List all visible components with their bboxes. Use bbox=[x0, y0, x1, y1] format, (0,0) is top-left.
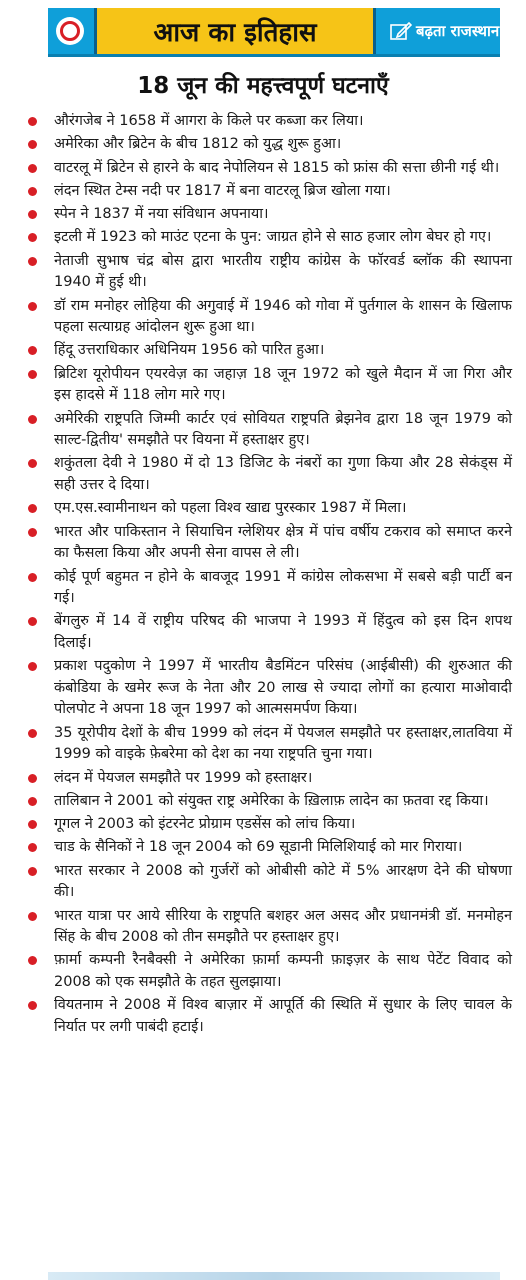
bullet-icon bbox=[28, 774, 37, 783]
bullet-icon bbox=[28, 117, 37, 126]
bullet-icon bbox=[28, 257, 37, 266]
event-text: कोई पूर्ण बहुमत न होने के बावजूद 1991 में कांग्रेस लोकसभा में सबसे बड़ी पार्टी बन गई। bbox=[54, 568, 512, 607]
page-title: आज का इतिहास bbox=[153, 18, 317, 48]
event-text: गूगल ने 2003 को इंटरनेट प्रोग्राम एडसेंस को लांच किया। bbox=[54, 816, 356, 833]
event-item bbox=[0, 409, 526, 452]
event-item bbox=[0, 567, 526, 610]
event-text: इटली में 1923 को माउंट एटना के पुन: जाग्रत होने से साठ हजार लोग बेघर हो गए। bbox=[54, 229, 492, 246]
event-text: नेताजी सुभाष चंद्र बोस द्वारा भारतीय राष्ट्रीय कांग्रेस के फॉरवर्ड ब्लॉक की स्थापना 1940 में हुई थी। bbox=[54, 252, 512, 291]
bullet-icon bbox=[28, 1001, 37, 1010]
event-item bbox=[0, 656, 526, 721]
bullet-icon bbox=[28, 843, 37, 852]
bullet-icon bbox=[28, 573, 37, 582]
event-text: अमेरिका और ब्रिटेन के बीच 1812 को युद्ध शुरू हुआ। bbox=[54, 136, 342, 153]
event-item bbox=[0, 296, 526, 339]
event-item bbox=[0, 251, 526, 294]
event-item bbox=[0, 364, 526, 407]
bullet-icon bbox=[28, 187, 37, 196]
event-text: डॉ राम मनोहर लोहिया की अगुवाई में 1946 को गोवा में पुर्तगाल के शासन के खिलाफ पहला सत्याग्रह आंदोलन शुरू हुआ था। bbox=[54, 297, 512, 336]
bullet-icon bbox=[28, 415, 37, 424]
event-item bbox=[0, 204, 526, 226]
bullet-icon bbox=[28, 370, 37, 379]
event-list bbox=[0, 111, 526, 1040]
event-item bbox=[0, 814, 526, 836]
bullet-icon bbox=[28, 820, 37, 829]
event-item bbox=[0, 498, 526, 520]
event-text: भारत यात्रा पर आये सीरिया के राष्ट्रपति बशहर अल असद और प्रधानमंत्री डॉ. मनमोहन सिंह के बीच 2008 को तीन समझौते पर हस्ताक्षर हुए। bbox=[54, 907, 512, 946]
event-text: फ़ार्मा कम्पनी रैनबैक्सी ने अमेरिका फ़ार्मा कम्पनी फ़ाइज़र के साथ पेटेंट विवाद को 2008 को एक समझौते के तहत सुलझाया। bbox=[54, 952, 512, 991]
pen-icon bbox=[390, 21, 412, 41]
event-item bbox=[0, 340, 526, 362]
event-item bbox=[0, 723, 526, 766]
bullet-icon bbox=[28, 164, 37, 173]
bullet-icon bbox=[28, 528, 37, 537]
event-text: एम.एस.स्वामीनाथन को पहला विश्व खाद्य पुरस्कार 1987 में मिला। bbox=[54, 500, 407, 517]
event-text: चाड के सैनिकों ने 18 जून 2004 को 69 सूडानी मिलिशियाई को मार गिराया। bbox=[54, 839, 463, 856]
event-text: वियतनाम ने 2008 में विश्व बाज़ार में आपूर्ति की स्थिति में सुधार के लिए चावल के निर्यात पर लगी पाबंदी हटाई। bbox=[54, 997, 512, 1035]
event-item bbox=[0, 611, 526, 654]
event-item bbox=[0, 111, 526, 133]
event-text: ब्रिटिश यूरोपीयन एयरवेज़ का जहाज़ 18 जून 1972 को खुले मैदान में जा गिरा और इस हादसे में 118 लोग मारे गए। bbox=[54, 365, 512, 404]
bullet-icon bbox=[28, 140, 37, 149]
event-item bbox=[0, 837, 526, 859]
event-text: भारत और पाकिस्तान ने सियाचिन ग्लेशियर क्षेत्र में पांच वर्षीय टकराव को समाप्त करने का फैसला किया और अपनी सेना वापस ले ली। bbox=[54, 523, 512, 562]
event-text: लंदन स्थित टेम्स नदी पर 1817 में बना वाटरलू ब्रिज खोला गया। bbox=[54, 182, 391, 199]
title-box bbox=[94, 8, 376, 54]
bullet-icon bbox=[28, 867, 37, 876]
event-item bbox=[0, 453, 526, 496]
event-item bbox=[0, 791, 526, 813]
bullet-icon bbox=[28, 302, 37, 311]
bullet-icon bbox=[28, 797, 37, 806]
event-text: भारत सरकार ने 2008 को गुर्जरों को ओबीसी कोटे में 5% आरक्षण देने की घोषणा की। bbox=[54, 862, 512, 901]
bullet-icon bbox=[28, 210, 37, 219]
brand-name: बढ़ता राजस्थान bbox=[416, 22, 500, 40]
event-item bbox=[0, 158, 526, 180]
bullet-icon bbox=[28, 617, 37, 626]
bullet-icon bbox=[28, 504, 37, 513]
bullet-icon bbox=[28, 459, 37, 468]
event-text: शकुंतला देवी ने 1980 में दो 13 डिजिट के नंबरों का गुणा किया और 28 सेकंड्स में सही उत्तर दे दिया। bbox=[54, 455, 512, 494]
bullet-icon bbox=[28, 662, 37, 671]
event-item bbox=[0, 906, 526, 949]
event-text: औरंगजेब ने 1658 में आगरा के किले पर कब्जा कर लिया। bbox=[54, 113, 364, 129]
event-text: हिंदू उत्तराधिकार अधिनियम 1956 को पारित हुआ। bbox=[54, 342, 325, 359]
logo-circle-icon bbox=[56, 17, 84, 45]
bullet-icon bbox=[28, 729, 37, 738]
event-text: वाटरलू में ब्रिटेन से हारने के बाद नेपोलियन से 1815 को फ्रांस की सत्ता छीनी गई थी। bbox=[54, 159, 500, 176]
event-item bbox=[0, 861, 526, 904]
bullet-icon bbox=[28, 912, 37, 921]
event-text: 35 यूरोपीय देशों के बीच 1999 को लंदन में पेयजल समझौते पर हस्ताक्षर,लातविया में 1999 को वाइके फ़ेबरेमा को देश का नया राष्ट्रपति चुना गया। bbox=[54, 724, 512, 763]
bullet-icon bbox=[28, 233, 37, 242]
event-text: तालिबान ने 2001 को संयुक्त राष्ट्र अमेरिका के ख़िलाफ़ लादेन का फ़तवा रद्द किया। bbox=[54, 792, 489, 809]
event-item bbox=[0, 768, 526, 790]
event-text: लंदन में पेयजल समझौते पर 1999 को हस्ताक्षर। bbox=[54, 769, 313, 786]
event-item bbox=[0, 950, 526, 993]
event-text: अमेरिकी राष्ट्रपति जिम्मी कार्टर एवं सोवियत राष्ट्रपति ब्रेझनेव द्वारा 18 जून 1979 को साल्ट-द्वितीय' समझौते पर वियना में हस्ताक्षर हुए। bbox=[54, 410, 512, 449]
event-item bbox=[0, 522, 526, 565]
event-item bbox=[0, 995, 526, 1038]
event-text: स्पेन ने 1837 में नया संविधान अपनाया। bbox=[54, 206, 269, 223]
event-text: बेंगलुरु में 14 वें राष्ट्रीय परिषद की भाजपा ने 1993 में हिंदुत्व को इस दिन शपथ दिलाई। bbox=[54, 613, 512, 651]
bullet-icon bbox=[28, 956, 37, 965]
footer-strip bbox=[48, 1272, 500, 1280]
event-item bbox=[0, 227, 526, 249]
event-item bbox=[0, 181, 526, 203]
header-band bbox=[48, 8, 500, 57]
bullet-icon bbox=[28, 346, 37, 355]
event-text: प्रकाश पदुकोण ने 1997 में भारतीय बैडमिंटन परिसंघ (आईबीसी) की शुरुआत की कंबोडिया के खमेर रूज के नेता और 20 लाख से ज्यादा लोगों का हत्यारा माओवादी पोलपोट ने अपना 18 जून 1997 को आत्मसमर्पण किया। bbox=[54, 658, 512, 718]
event-item bbox=[0, 134, 526, 156]
subtitle: 18 जून की महत्त्वपूर्ण घटनाएँ bbox=[137, 73, 389, 99]
